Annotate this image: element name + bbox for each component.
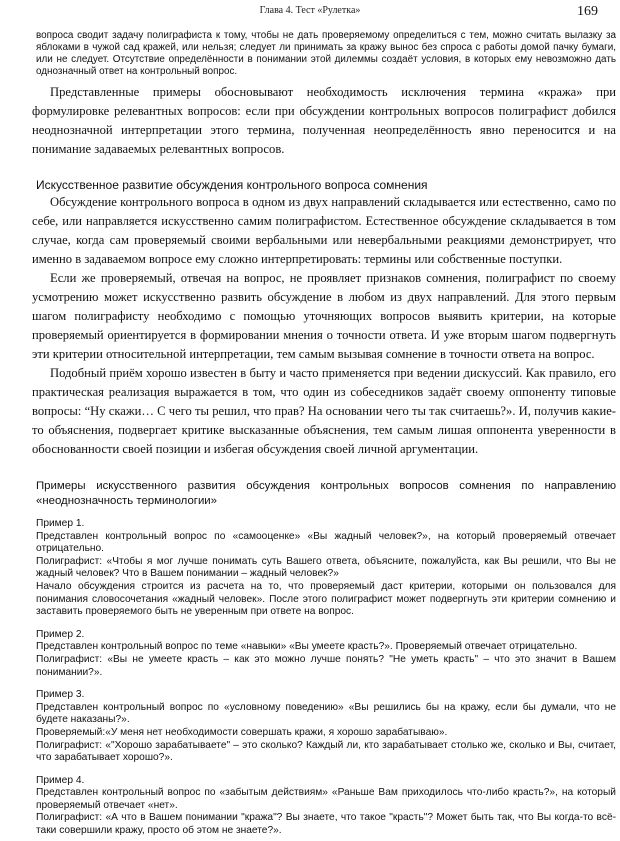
example-line: Полиграфист: «А что в Вашем понимании "кража"? Вы знаете, что такое "красть"? Может быть так, что Вы когда-то всё-таки совершили кражу, просто об этом не знаете?». — [36, 812, 616, 837]
subheading: Искусственное развитие обсуждения контрольного вопроса сомнения — [36, 178, 428, 192]
page-body — [32, 30, 616, 838]
page-number: 169 — [577, 4, 598, 19]
example-line: Представлен контрольный вопрос по теме «навыки» «Вы умеете красть?». Проверяемый отвечает отрицательно. — [36, 641, 578, 653]
example-title: Пример 1. — [36, 518, 85, 529]
example-title: Пример 2. — [36, 628, 85, 640]
example-line: Проверяемый:«У меня нет необходимости совершать кражи, я хорошо зарабатываю». — [36, 726, 448, 738]
example-line: Полиграфист: «"Хорошо зарабатываете" – это сколько? Каждый ли, кто зарабатывает столько же, сколько и Вы, считает, что зарабатывает хорошо?». — [36, 739, 616, 764]
example-line: Представлен контрольный вопрос по «забытым действиям» «Раньше Вам приходилось что-либо красть?», на который проверяемый отвечает «нет». — [36, 787, 616, 811]
running-title: Глава 4. Тест «Рулетка» — [259, 5, 361, 16]
example-block — [36, 629, 616, 679]
paragraph: Подобный приём хорошо известен в быту и часто применяется при ведении дискуссий. Как правило, его практическая реализация выражается в том, что один из собеседников задаёт своему оппоненту типовые вопросы: “Ну скажи… С чего ты решил, что прав? На основании чего ты так считаешь?». И, получив какие-то объяснения, подвергает критике высказанные объяснения, тем самым лишая оппонента уверенности в обоснованности своей позиции и избегая обсуждения своей личной аргументации. — [32, 366, 616, 456]
example-block — [36, 518, 616, 619]
example-title: Пример 4. — [36, 774, 85, 786]
intro-quote: вопроса сводит задачу полиграфиста к тому, чтобы не дать проверяемому определиться с тем, можно считать вылазку за яблоками в чужой сад кражей, или нельзя; следует ли принимать за кражу вынос без спроса с работы домой пачку бумаги, или не следует. Отсутствие определённости в понимании этой дилеммы создаёт условия, в которых ему невозможно дать однозначный ответ на контрольный вопрос. — [36, 30, 616, 77]
example-title: Пример 3. — [36, 689, 85, 701]
example-line: Начало обсуждения строится из расчета на то, что проверяемый даст критерии, которыми он пользовался для понимания словосочетания «жадный человек». После этого полиграфист может подвергнуть эти критерии сомнению и заставить проверяемого быть не уверенным при ответе на вопрос. — [36, 580, 616, 618]
example-block — [36, 775, 616, 838]
paragraph-conclusion: Представленные примеры обосновывают необходимость исключения термина «кража» при формулировке релевантных вопросов: если при обсуждении контрольных вопросов полиграфист добился неоднозначной интерпретации этого термина, полученная неопределённость явно переносится и на понимание задаваемых релевантных вопросов. — [32, 85, 616, 156]
example-line: Представлен контрольный вопрос по «самооценке» «Вы жадный человек?», на который проверяемый отвечает отрицательно. — [36, 530, 616, 555]
example-line: Полиграфист: «Чтобы я мог лучше понимать суть Вашего ответа, объясните, пожалуйста, как Вы решили, что Вы не жадный человек? Что в Вашем понимании – жадный человек?» — [36, 555, 616, 580]
example-line: Представлен контрольный вопрос по «условному поведению» «Вы решились бы на кражу, если бы думали, что не будете наказаны?». — [36, 701, 616, 726]
running-head — [0, 4, 620, 20]
example-block — [36, 689, 616, 765]
examples-section-title: Примеры искусственного развития обсуждения контрольных вопросов сомнения по направлению «неоднозначность терминологии» — [36, 480, 616, 507]
paragraph: Если же проверяемый, отвечая на вопрос, не проявляет признаков сомнения, полиграфист по своему усмотрению может искусственно развить обсуждение в любом из двух направлений. Для этого первым шагом полиграфисту необходимо с помощью уточняющих вопросов выявить критерии, на которые проверяемый ориентируется в формировании мнения о точности ответа. И уже вторым шагом подвергнуть эти критерии относительной интерпретации, тем самым вызывая сомнение в точности ответа на вопрос. — [32, 271, 616, 361]
paragraph: Обсуждение контрольного вопроса в одном из двух направлений складывается или естественно, само по себе, или направляется искусственно самим полиграфистом. Естественное обсуждение складывается в том случае, когда сам проверяемый своими вербальными или невербальными реакциями демонстрирует, что именно в задаваемом вопросе ему сложно интерпретировать: термины или собственные поступки. — [32, 195, 616, 266]
example-line: Полиграфист: «Вы не умеете красть – как это можно лучше понять? "Не уметь красть" – что это значит в Вашем понимании?». — [36, 653, 616, 678]
